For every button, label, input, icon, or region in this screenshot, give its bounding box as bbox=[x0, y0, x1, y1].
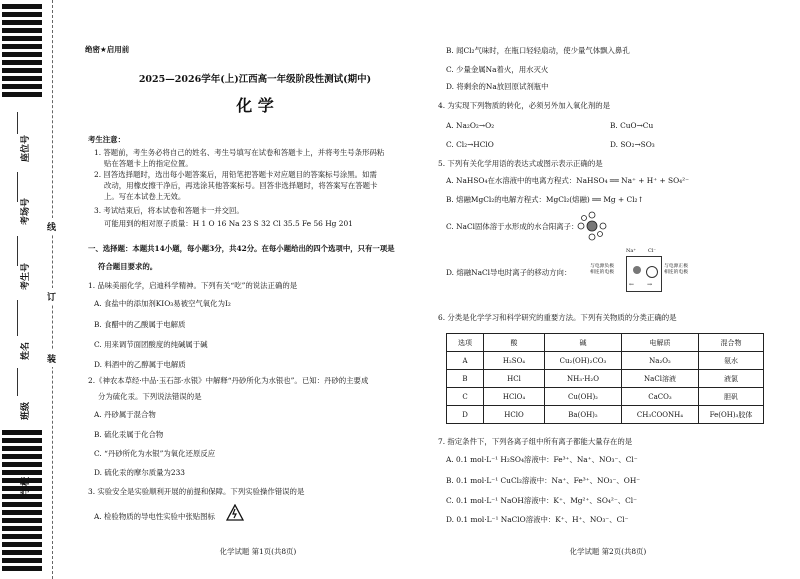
table-cell: NH₃·H₂O bbox=[545, 370, 622, 388]
candidate-no-label: 考生号 bbox=[21, 262, 31, 290]
strip-bar bbox=[2, 534, 42, 539]
q4-option-a: A. Na₂O₂→O₂ bbox=[446, 121, 495, 130]
strip-bar bbox=[2, 518, 42, 523]
table-cell: HClO₄ bbox=[484, 388, 545, 406]
table-cell: C bbox=[447, 388, 484, 406]
atomic-mass-line: 可能用到的相对原子质量：H 1 O 16 Na 23 S 32 Cl 35.5 Fe 56 Hg 201 bbox=[104, 219, 353, 228]
q3-option-a: A. 检验物质的导电性实验中张贴图标 bbox=[94, 512, 215, 521]
seat-label: 座位号 bbox=[21, 134, 31, 162]
notice-heading: 考生注意： bbox=[88, 135, 125, 144]
strip-bar bbox=[2, 12, 42, 17]
q4-stem: 4. 为实现下列物质的转化，必须另外加入氧化剂的是 bbox=[438, 101, 610, 110]
school-label: 学校 bbox=[21, 476, 31, 495]
q2-stem-cont: 分为硫化汞。下列说法错误的是 bbox=[98, 392, 202, 401]
table-header-cell: 碱 bbox=[545, 334, 622, 352]
table-row bbox=[447, 370, 764, 388]
footer-right: 化学试题 第2页(共8页) bbox=[569, 547, 647, 556]
strip-bar bbox=[2, 558, 42, 563]
field-line bbox=[17, 112, 18, 134]
strip-bar bbox=[2, 4, 42, 9]
q5-option-d: D. 熔融NaCl导电时离子的移动方向： bbox=[446, 268, 572, 277]
q2-option-a: A. 丹砂属于混合物 bbox=[94, 410, 156, 419]
electric-shock-icon bbox=[226, 504, 244, 522]
left-arrow: ← bbox=[629, 281, 635, 288]
table-header-cell: 混合物 bbox=[699, 334, 764, 352]
strip-bar bbox=[2, 28, 42, 33]
table-cell: HClO bbox=[484, 406, 545, 424]
strip-bar bbox=[2, 438, 42, 443]
q1-stem: 1. 品味美丽化学，启迪科学精神。下列有关“吃”的说法正确的是 bbox=[88, 281, 298, 290]
strip-bar bbox=[2, 526, 42, 531]
negative-electrode-label: 与电源负极 相连的电极 bbox=[590, 264, 614, 275]
binding-strip bbox=[0, 0, 78, 579]
na-ion bbox=[633, 266, 641, 274]
cl-ion-label: Cl⁻ bbox=[648, 248, 657, 254]
q3-option-d: D. 将剩余的Na放回原试剂瓶中 bbox=[446, 82, 549, 91]
table-cell: Cu₂(OH)₂CO₃ bbox=[545, 352, 622, 370]
na-ion-label: Na⁺ bbox=[626, 248, 636, 254]
q2-option-b: B. 硫化汞属于化合物 bbox=[94, 430, 164, 439]
q1-option-b: B. 食醋中的乙酸属于电解质 bbox=[94, 320, 186, 329]
table-header-cell: 酸 bbox=[484, 334, 545, 352]
q3-stem: 3. 实验安全是实验顺利开展的前提和保障。下列实验操作错误的是 bbox=[88, 487, 305, 496]
table-cell: A bbox=[447, 352, 484, 370]
table-cell: 氨水 bbox=[699, 352, 764, 370]
strip-bar bbox=[2, 454, 42, 459]
cut-word-line: 线 bbox=[47, 218, 56, 235]
hydrated-ion-diagram bbox=[576, 210, 608, 242]
table-cell: H₂SO₄ bbox=[484, 352, 545, 370]
table-cell: CaCO₃ bbox=[622, 388, 699, 406]
table-cell: D bbox=[447, 406, 484, 424]
secret-label: 绝密★启用前 bbox=[85, 45, 130, 54]
strip-bar bbox=[2, 52, 42, 57]
right-arrow: → bbox=[647, 281, 653, 288]
q5-option-b: B. 熔融MgCl₂的电解方程式：MgCl₂(熔融) ══ Mg + Cl₂↑ bbox=[446, 195, 644, 204]
q2-option-c: C. “丹砂所化为水银”为氧化还原反应 bbox=[94, 449, 216, 458]
strip-bar bbox=[2, 76, 42, 81]
cut-word-bind: 装 bbox=[47, 350, 56, 367]
strip-bar bbox=[2, 84, 42, 89]
q3-option-c: C. 少量金属Na着火，用水灭火 bbox=[446, 65, 549, 74]
q1-option-d: D. 料酒中的乙醇属于电解质 bbox=[94, 360, 186, 369]
table-row bbox=[447, 388, 764, 406]
class-label: 班级 bbox=[21, 401, 31, 420]
notice-line: 1. 答题前，考生务必将自己的姓名、考生号填写在试卷和答题卡上，并将考生号条形码粘 bbox=[94, 148, 385, 157]
table-header-cell: 选项 bbox=[447, 334, 484, 352]
subject-title: 化 学 bbox=[236, 96, 274, 115]
table-cell: Ba(OH)₂ bbox=[545, 406, 622, 424]
q6-stem: 6. 分类是化学学习和科学研究的重要方法。下列有关物质的分类正确的是 bbox=[438, 313, 677, 322]
strip-bar bbox=[2, 446, 42, 451]
table-cell: 胆矾 bbox=[699, 388, 764, 406]
q1-option-a: A. 食盐中的添加剂KIO₃易被空气氧化为I₂ bbox=[94, 299, 231, 308]
table-row bbox=[447, 352, 764, 370]
strip-bar bbox=[2, 92, 42, 97]
table-cell: HCl bbox=[484, 370, 545, 388]
strip-bar bbox=[2, 502, 42, 507]
q2-option-d: D. 硫化汞的摩尔质量为233 bbox=[94, 468, 185, 477]
name-label: 姓名 bbox=[21, 341, 31, 360]
q5-stem: 5. 下列有关化学用语的表达式或图示表示正确的是 bbox=[438, 159, 603, 168]
q7-option-d: D. 0.1 mol·L⁻¹ NaClO溶液中：K⁺、H⁺、NO₃⁻、Cl⁻ bbox=[446, 515, 629, 524]
cl-ion bbox=[646, 266, 658, 278]
table-cell: Cu(OH)₂ bbox=[545, 388, 622, 406]
ion-migration-diagram bbox=[590, 246, 696, 294]
field-line bbox=[17, 300, 18, 336]
q7-option-b: B. 0.1 mol·L⁻¹ CuCl₂溶液中：Na⁺、Fe³⁺、NO₃⁻、OH⁻ bbox=[446, 476, 641, 485]
classification-table bbox=[446, 333, 764, 424]
notice-line: 改动，用橡皮擦干净后，再选涂其他答案标号。回答非选择题时，将答案写在答题卡 bbox=[104, 181, 378, 190]
table-cell: CH₃COONH₄ bbox=[622, 406, 699, 424]
strip-bar bbox=[2, 430, 42, 435]
strip-bar bbox=[2, 542, 42, 547]
cut-word-staple: 订 bbox=[47, 288, 56, 305]
q7-option-c: C. 0.1 mol·L⁻¹ NaOH溶液中：K⁺、Mg²⁺、SO₄²⁻、Cl⁻ bbox=[446, 496, 638, 505]
strip-bar bbox=[2, 510, 42, 515]
field-line bbox=[17, 236, 18, 266]
table-cell: B bbox=[447, 370, 484, 388]
notice-line: 3. 考试结束后，将本试卷和答题卡一并交回。 bbox=[94, 206, 244, 215]
q1-option-c: C. 用来调节面团酸度的纯碱属于碱 bbox=[94, 340, 208, 349]
q4-option-c: C. Cl₂→HClO bbox=[446, 140, 494, 149]
table-cell: NaCl溶液 bbox=[622, 370, 699, 388]
q7-stem: 7. 指定条件下，下列各离子组中所有离子都能大量存在的是 bbox=[438, 437, 633, 446]
table-cell: 液氯 bbox=[699, 370, 764, 388]
notice-line: 贴在答题卡上的指定位置。 bbox=[104, 159, 193, 168]
positive-electrode-label: 与电源正极 相连的电极 bbox=[664, 264, 688, 275]
q2-stem: 2.《神农本草经·中品·玉石部·水银》中解释“丹砂所化为水银也”。已知：丹砂的主要成 bbox=[88, 376, 369, 385]
strip-bar bbox=[2, 470, 42, 475]
strip-bar bbox=[2, 60, 42, 65]
footer-left: 化学试题 第1页(共8页) bbox=[219, 547, 297, 556]
q5-option-a: A. NaHSO₄在水溶液中的电离方程式：NaHSO₄ ══ Na⁺ + H⁺ + SO₄²⁻ bbox=[446, 176, 689, 185]
strip-bar bbox=[2, 566, 42, 571]
q5-option-c: C. NaCl固体溶于水形成的水合阳离子： bbox=[446, 222, 579, 231]
q4-option-d: D. SO₂→SO₃ bbox=[610, 140, 655, 149]
strip-bar bbox=[2, 462, 42, 467]
table-header-cell: 电解质 bbox=[622, 334, 699, 352]
notice-line: 上。写在本试卷上无效。 bbox=[104, 192, 186, 201]
section1-heading-cont: 符合题目要求的。 bbox=[98, 262, 158, 271]
section1-heading: 一、选择题：本题共14小题，每小题3分，共42分。在每小题给出的四个选项中，只有一项是 bbox=[88, 244, 395, 253]
field-line bbox=[17, 368, 18, 396]
q7-option-a: A. 0.1 mol·L⁻¹ H₂SO₄溶液中：Fe³⁺、Na⁺、NO₃⁻、Cl⁻ bbox=[446, 455, 638, 464]
exam-title: 2025—2026学年(上)江西高一年级阶段性测试(期中) bbox=[138, 74, 372, 85]
notice-line: 2. 回答选择题时，选出每小题答案后，用铅笔把答题卡对应题目的答案标号涂黑。如需 bbox=[94, 170, 377, 179]
strip-bar bbox=[2, 36, 42, 41]
strip-bar bbox=[2, 550, 42, 555]
table-cell: Na₂O₂ bbox=[622, 352, 699, 370]
room-label: 考场号 bbox=[21, 197, 31, 225]
table-cell: Fe(OH)₃胶体 bbox=[699, 406, 764, 424]
table-header-row bbox=[447, 334, 764, 352]
electrolyte-box bbox=[626, 256, 662, 292]
strip-bar bbox=[2, 68, 42, 73]
q3-option-b: B. 闻Cl₂气味时，在瓶口轻轻扇动，使少量气体飘入鼻孔 bbox=[446, 46, 630, 55]
q4-option-b: B. CuO→Cu bbox=[610, 121, 654, 130]
strip-bar bbox=[2, 20, 42, 25]
table-row bbox=[447, 406, 764, 424]
strip-bar bbox=[2, 44, 42, 49]
